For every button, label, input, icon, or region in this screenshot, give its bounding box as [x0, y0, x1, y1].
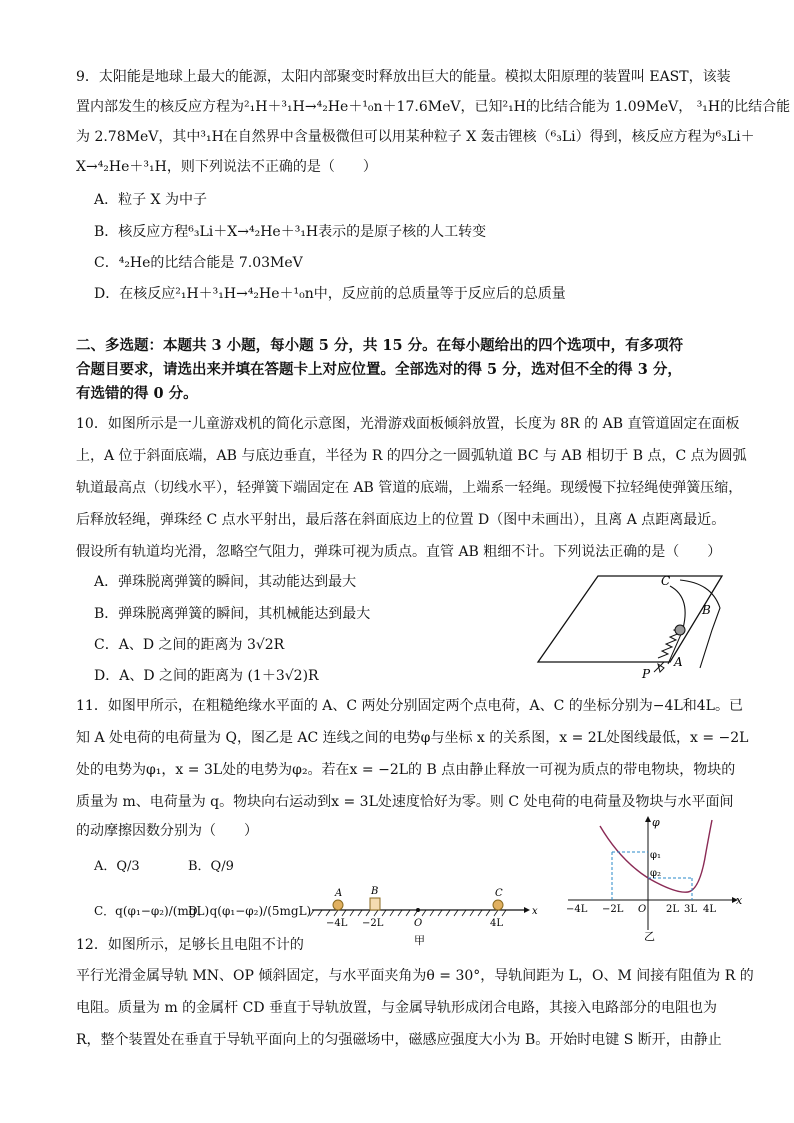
q9-line-2: 置内部发生的核反应方程为²₁H＋³₁H→⁴₂He＋¹₀n＋17.6MeV，已知²₁H的比结合能为 1.09MeV， ³₁H的比结合能	[76, 99, 791, 115]
y-arrow	[645, 816, 651, 822]
q12-line-1: 12．如图所示，足够长且电阻不计的	[76, 937, 304, 953]
q9-option-c: C．⁴₂He的比结合能是 7.03MeV	[94, 255, 303, 271]
tick-3l: 3L	[684, 904, 698, 915]
panel-edge	[680, 580, 720, 668]
tick-neg2l: −2L	[602, 904, 624, 915]
q10-option-d: D．A、D 之间的距离为 (1＋3√2)R	[94, 668, 319, 684]
q9-option-b: B．核反应方程⁶₃Li＋X→⁴₂He＋³₁H表示的是原子核的人工转变	[94, 224, 487, 240]
tick-o: O	[638, 904, 647, 915]
x-arrow	[524, 907, 530, 913]
label-p: P	[642, 667, 651, 680]
origin-dot	[416, 908, 420, 912]
q10-figure-incline	[530, 568, 730, 680]
x-axis-label: x	[736, 894, 743, 907]
q11-figure-jia	[308, 882, 538, 948]
label-a: A	[335, 888, 343, 899]
block-b	[370, 898, 380, 910]
y-axis-label: φ	[652, 816, 660, 829]
tick-4l: 4L	[703, 904, 717, 915]
q12-line-2: 平行光滑金属导轨 MN、OP 倾斜固定，与水平面夹角为θ = 30°，导轨间距为 L，O、M 间接有阻值为 R 的	[76, 968, 754, 984]
q10-line-5: 假设所有轨道均光滑，忽略空气阻力，弹珠可视为质点。直管 AB 粗细不计。下列说法正确的是（ ）	[76, 544, 722, 560]
tick-4l: 4L	[490, 918, 504, 929]
q11-line-2: 知 A 处电荷的电荷量为 Q，图乙是 AC 连线之间的电势φ与坐标 x 的关系图，x = 2L处图线最低，x = −2L	[76, 730, 749, 746]
tick-neg2l: −2L	[362, 918, 384, 929]
q10-line-3: 轨道最高点（切线水平），轻弹簧下端固定在 AB 管道的底端，上端系一轻绳。现缓慢下拉轻绳使弹簧压缩，	[76, 480, 743, 496]
tick-2l: 2L	[666, 904, 680, 915]
charge-c	[493, 900, 503, 910]
q11-line-5: 的动摩擦因数分别为（ ）	[76, 823, 258, 839]
panel-outline	[538, 576, 722, 662]
phi2-label: φ₂	[650, 868, 662, 879]
ground-hatch	[310, 910, 506, 916]
tick-neg4l: −4L	[566, 904, 588, 915]
label-b: B	[702, 603, 711, 617]
phi1-label: φ₁	[650, 850, 662, 861]
q11-line-1: 11．如图甲所示，在粗糙绝缘水平面的 A、C 两处分别固定两个点电荷，A、C 的坐标分别为−4L和4L。已	[76, 698, 743, 714]
q12-line-4: R，整个装置处在垂直于导轨平面向上的匀强磁场中，磁感应强度大小为 B。开始时电键 S 断开，由静止	[76, 1032, 722, 1048]
q9-option-d: D．在核反应²₁H＋³₁H→⁴₂He＋¹₀n中，反应前的总质量等于反应后的总质量	[94, 286, 566, 302]
q10-option-c: C．A、D 之间的距离为 3√2R	[94, 637, 285, 653]
q11-option-a: A．Q/3	[94, 859, 140, 874]
q10-line-1: 10．如图所示是一儿童游戏机的简化示意图，光滑游戏面板倾斜放置，长度为 8R 的 AB 直管道固定在面板	[76, 416, 740, 432]
q11-option-b: B．Q/9	[188, 859, 234, 874]
section-2-line-1: 二、多选题：本题共 3 小题，每小题 5 分，共 15 分。在每小题给出的四个选项中，有多项符	[76, 337, 684, 354]
q9-line-1: 9．太阳能是地球上最大的能源，太阳内部聚变时释放出巨大的能量。模拟太阳原理的装置叫 EAST，该装	[76, 69, 731, 85]
q11-option-d: D．q(φ₁−φ₂)/(5mgL)	[188, 904, 312, 918]
q10-line-4: 后释放轻绳，弹珠经 C 点水平射出，最后落在斜面底边上的位置 D（图中未画出），且离 A 点距离最近。	[76, 512, 726, 528]
ball	[675, 625, 685, 635]
q10-option-a: A．弹珠脱离弹簧的瞬间，其动能达到最大	[94, 574, 357, 590]
q11-line-3: 处的电势为φ₁，x = 3L处的电势为φ₂。若在x = −2L的 B 点由静止释放一可视为质点的带电物块，物块的	[76, 762, 736, 778]
q9-line-3: 为 2.78MeV，其中³₁H在自然界中含量极微但可以用某种粒子 X 轰击锂核（⁶₃Li）得到，核反应方程为⁶₃Li＋	[76, 129, 755, 145]
charge-a	[333, 900, 343, 910]
q10-option-b: B．弹珠脱离弹簧的瞬间，其机械能达到最大	[94, 606, 371, 622]
section-2-line-2: 合题目要求，请选出来并填在答题卡上对应位置。全部选对的得 5 分，选对但不全的得 3 分，	[76, 361, 682, 378]
label-b: B	[371, 886, 379, 897]
tick-neg4l: −4L	[326, 918, 348, 929]
section-2-line-3: 有选错的得 0 分。	[76, 385, 198, 402]
label-c: C	[495, 888, 503, 899]
label-c: C	[661, 574, 671, 588]
q11-option-c: C．q(φ₁−φ₂)/(mgL)	[94, 904, 210, 918]
q12-line-3: 电阻。质量为 m 的金属杆 CD 垂直于导轨放置，与金属导轨形成闭合电路，其接入电路部分的电阻也为	[76, 1000, 718, 1016]
q9-option-a: A．粒子 X 为中子	[94, 192, 207, 208]
x-axis-label: x	[532, 906, 538, 917]
q11-figure-yi	[560, 812, 750, 946]
caption-yi: 乙	[644, 930, 655, 943]
q9-line-4: X→⁴₂He＋³₁H，则下列说法不正确的是（ ）	[76, 159, 377, 175]
label-a: A	[674, 655, 683, 669]
q10-line-2: 上，A 位于斜面底端，AB 与底边垂直，半径为 R 的四分之一圆弧轨道 BC 与 AB 相切于 B 点，C 点为圆弧	[76, 448, 747, 464]
caption-jia: 甲	[414, 934, 425, 947]
tick-o: O	[414, 918, 423, 929]
q11-line-4: 质量为 m、电荷量为 q。物块向右运动到x = 3L处速度恰好为零。则 C 处电荷的电荷量及物块与水平面间	[76, 794, 734, 810]
